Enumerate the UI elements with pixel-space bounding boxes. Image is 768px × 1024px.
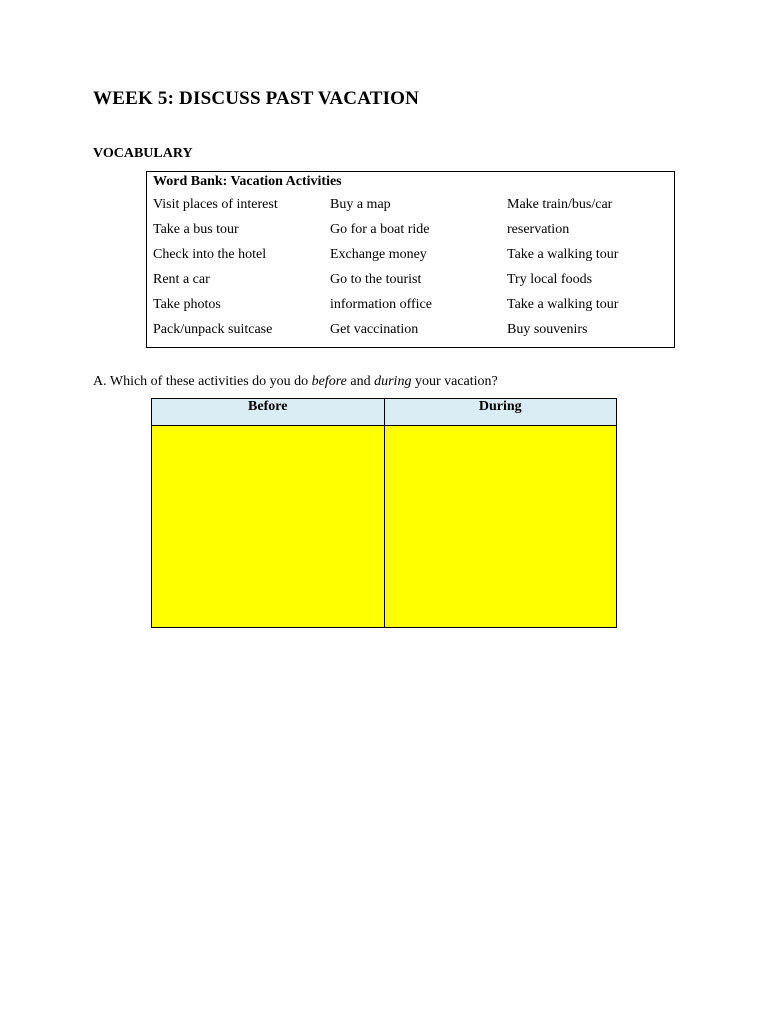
word-bank-item: Take photos [153,297,221,312]
before-answer-cell[interactable] [152,426,385,628]
question-text: your vacation? [411,374,498,389]
word-bank-item: reservation [507,222,570,237]
word-bank-item: Buy a map [330,197,391,212]
word-bank-item: information office [330,297,432,312]
word-bank-item: Try local foods [507,272,593,287]
question-text: and [346,374,375,389]
word-bank-item: Get vaccination [330,322,419,337]
vocabulary-heading: VOCABULARY [93,146,193,161]
word-bank-item: Rent a car [153,272,210,287]
word-bank-item: Visit places of interest [153,197,278,212]
question-a [93,374,498,390]
word-bank-grid [153,197,667,347]
during-column-header: During [384,399,617,426]
word-bank-item: Make train/bus/car [507,197,613,212]
word-bank-item: Exchange money [330,247,427,262]
word-bank-item: Go for a boat ride [330,222,430,237]
word-bank-item: Buy souvenirs [507,322,588,337]
question-text: A. Which of these activities do you do [93,374,312,389]
before-column-header: Before [152,399,385,426]
word-bank-box [146,171,675,348]
word-bank-item: Go to the tourist [330,272,422,287]
word-bank-item: Check into the hotel [153,247,267,262]
word-bank-item: Take a walking tour [507,297,619,312]
during-answer-cell[interactable] [384,426,617,628]
word-bank-heading: Word Bank: Vacation Activities [153,174,342,189]
before-during-table [151,398,617,628]
question-during-emphasis: during [374,374,412,389]
page-title: WEEK 5: DISCUSS PAST VACATION [93,88,420,109]
word-bank-item: Take a walking tour [507,247,619,262]
word-bank-item: Take a bus tour [153,222,239,237]
question-before-emphasis: before [311,374,347,389]
word-bank-item: Pack/unpack suitcase [153,322,273,337]
